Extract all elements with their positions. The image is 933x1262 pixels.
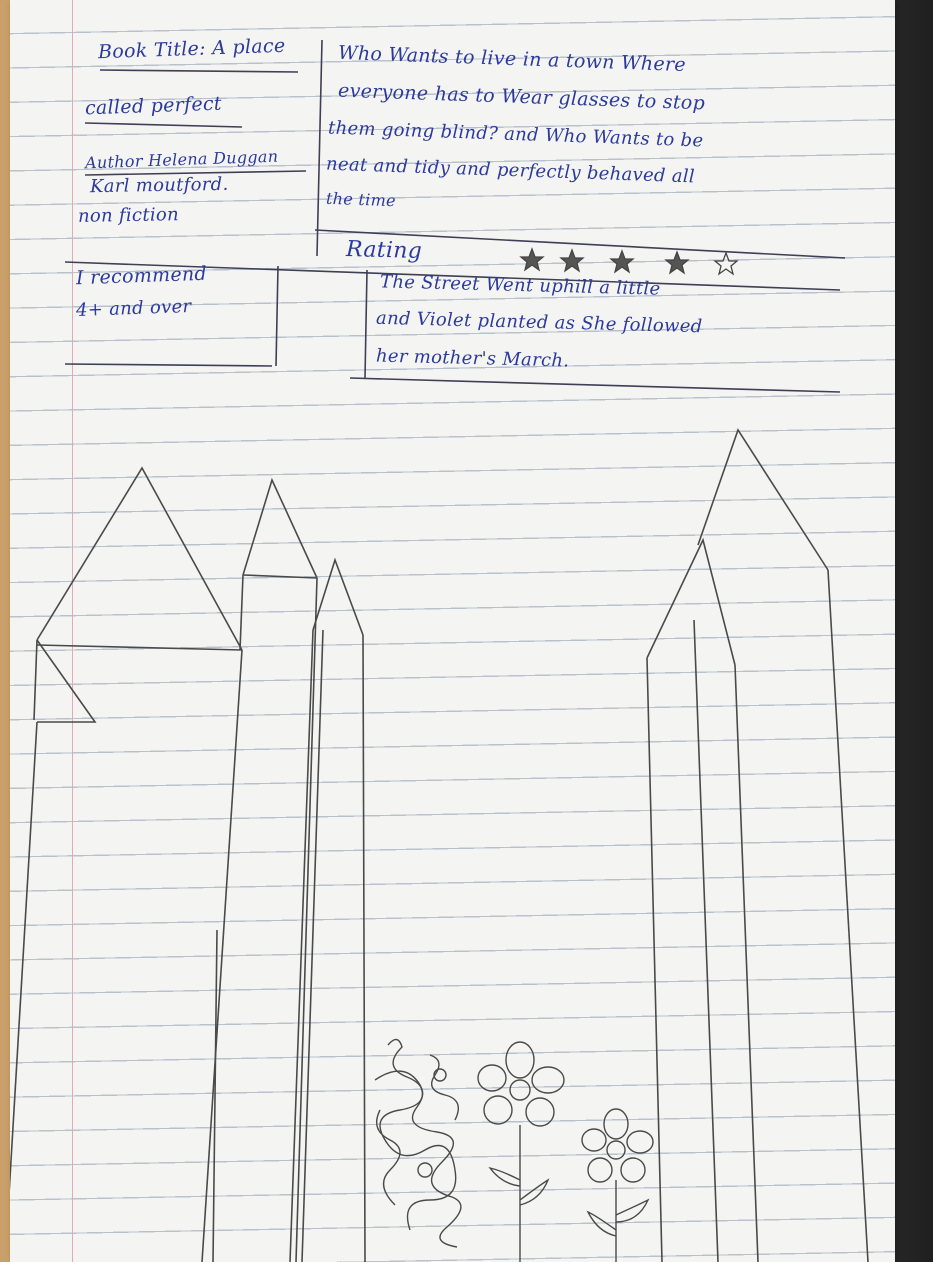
quote-line-3: her mother's March. <box>375 345 570 372</box>
description-line-2: everyone has to Wear glasses to stop <box>337 79 706 115</box>
castle-towers <box>10 430 868 1262</box>
quote-line-2: and Violet planted as She followed <box>375 307 703 338</box>
recommend-line1: I recommend <box>75 262 208 290</box>
rating-stars <box>521 249 737 274</box>
description-line-3: them going blind? and Who Wants to be <box>327 117 704 152</box>
genre-text: non fiction <box>77 204 180 227</box>
star-3 <box>611 251 633 272</box>
book-title-line1: Book Title: A place <box>97 34 286 64</box>
description-line-4: neat and tidy and perfectly behaved all <box>325 153 696 188</box>
book-title-line2: called perfect <box>84 92 223 120</box>
description-line-1: Who Wants to live in a town Where <box>337 41 687 77</box>
star-5 <box>715 253 737 274</box>
author-line1: Author Helena Duggan <box>84 146 279 173</box>
flower-doodles <box>375 1039 653 1262</box>
notebook-page <box>10 0 895 1262</box>
recommend-line2: 4+ and over <box>75 295 192 322</box>
quote-line-1: The Street Went uphill a little <box>379 271 661 300</box>
star-4 <box>666 252 688 273</box>
author-line2: Karl moutford. <box>89 173 229 198</box>
star-1 <box>521 249 543 270</box>
rating-label: Rating <box>345 237 423 264</box>
description-line-5: the time <box>325 188 397 211</box>
star-2 <box>561 250 583 271</box>
